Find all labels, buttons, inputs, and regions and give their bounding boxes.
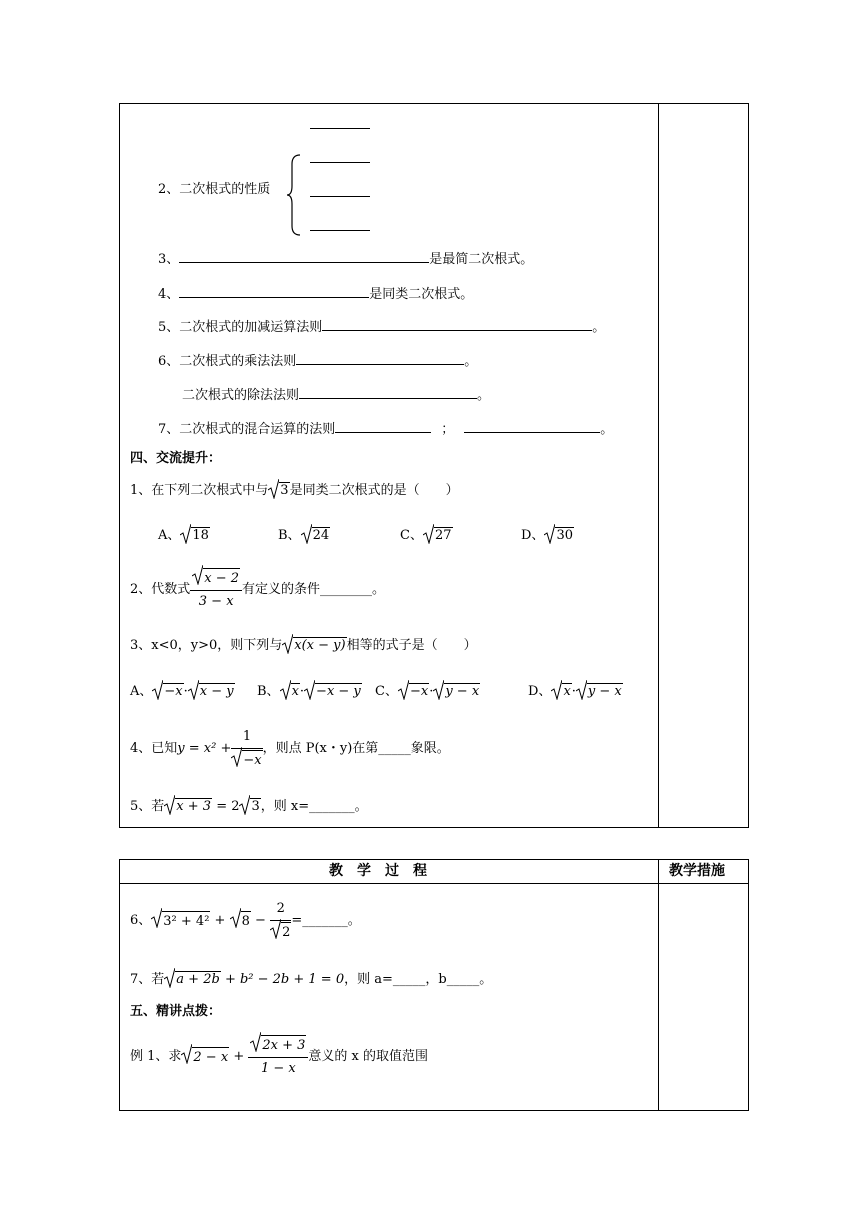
- column-divider: [658, 860, 659, 1110]
- q3-option-d[interactable]: D、 x· y − x: [528, 683, 623, 700]
- q3-option-c[interactable]: C、 −x· y − x: [375, 683, 480, 700]
- q1-option-d[interactable]: D、 30: [521, 527, 574, 544]
- item3: 3、 是最简二次根式。: [158, 252, 534, 267]
- answer-blank[interactable]: [464, 420, 600, 433]
- header-divider: [120, 883, 748, 884]
- answer-blank[interactable]: [299, 386, 477, 399]
- answer-blank[interactable]: [179, 285, 369, 298]
- fraction: $\frac{2x + 3}{1 - x}$: [248, 1035, 308, 1079]
- question-6: 6、 3² + 4² + 8 − $\frac{2}{2}$ =_______。: [130, 899, 361, 943]
- item2-label: 2、二次根式的性质: [158, 182, 271, 197]
- item4: 4、 是同类二次根式。: [158, 287, 474, 302]
- question-7: 7、若 a + 2b + b² − 2b + 1 = 0，则 a=_____，b_____。: [130, 971, 492, 988]
- q1-option-a[interactable]: A、 18: [158, 527, 210, 544]
- curly-brace-icon: [286, 154, 302, 236]
- question-3: 3、x<0，y>0，则下列与 x(x − y)相等的式子是（ ）: [130, 637, 477, 654]
- blank-property-0: [310, 116, 370, 134]
- fraction: $\frac{1}{-x}$: [231, 727, 262, 771]
- answer-blank[interactable]: [179, 250, 429, 263]
- item7: 7、二次根式的混合运算的法则 ； 。: [158, 422, 614, 437]
- question-2: 2、代数式 $\frac{x - 2}{3 - x}$ 有定义的条件________。: [130, 568, 385, 612]
- fraction: $\frac{x - 2}{3 - x}$: [190, 568, 242, 612]
- question-4: 4、已知y = x² + $\frac{1}{-x}$ ，则点 P(x・y)在第_____象限。: [130, 727, 450, 771]
- blank-property-2: [310, 184, 370, 202]
- item5: 5、二次根式的加减运算法则 。: [158, 320, 606, 335]
- header-teaching-measures: 教学措施: [669, 863, 725, 879]
- blank-property-1: [310, 150, 370, 168]
- question-5: 5、若 x + 3 = 2 3，则 x=_______。: [130, 798, 368, 815]
- example-1: 例 1、求 2 − x + $\frac{2x + 3}{1 - x}$ 意义的 x 的取值范围: [130, 1035, 428, 1079]
- answer-blank[interactable]: [322, 318, 592, 331]
- column-divider: [658, 104, 659, 827]
- question-1: 1、在下列二次根式中与 3是同类二次根式的是（ ）: [130, 482, 459, 499]
- answer-blank[interactable]: [296, 352, 464, 365]
- section-heading: 五、精讲点拨：: [130, 1004, 222, 1019]
- blank-property-3: [310, 218, 370, 236]
- item6: 6、二次根式的乘法法则 。: [158, 354, 478, 369]
- radical: 3: [268, 482, 289, 499]
- q3-option-a[interactable]: A、 −x· x − y: [130, 683, 235, 700]
- q1-option-b[interactable]: B、 24: [278, 527, 330, 544]
- q3-option-b[interactable]: B、 x· −x − y: [257, 683, 362, 700]
- q1-option-c[interactable]: C、 27: [400, 527, 453, 544]
- header-teaching-process: 教 学 过 程: [329, 863, 427, 879]
- item6-division: 二次根式的除法法则 。: [182, 388, 491, 403]
- answer-blank[interactable]: [335, 420, 431, 433]
- fraction: $\frac{2}{2}$: [270, 899, 291, 943]
- section-heading: 四、交流提升：: [130, 451, 222, 466]
